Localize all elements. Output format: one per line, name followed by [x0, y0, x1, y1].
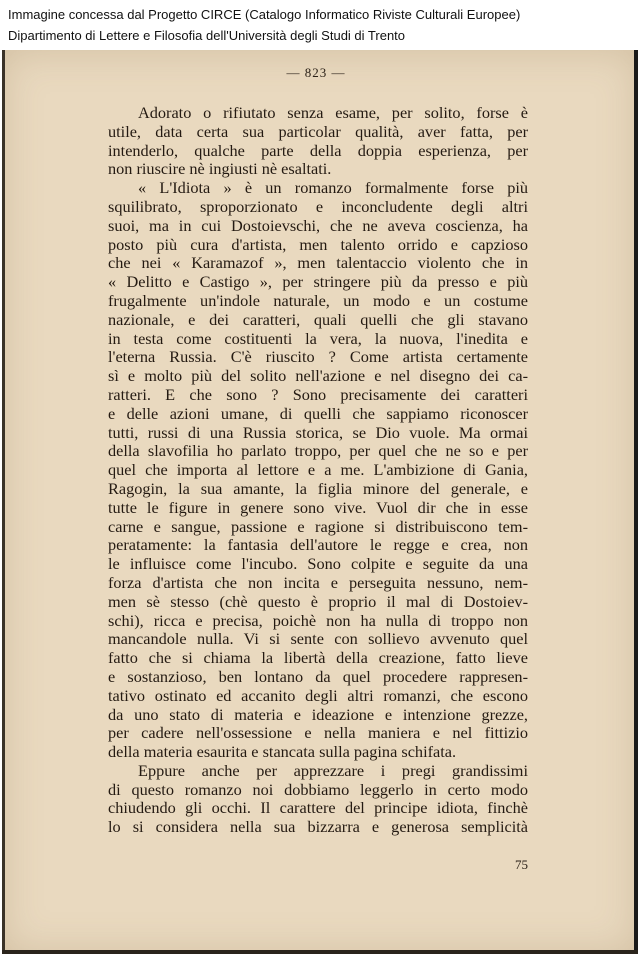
text-line: tativo ostinato ed accanito degli altri romanzi, che escono [108, 685, 528, 705]
text-line: Ragogin, la sua amante, la figlia minore del generale, e [108, 478, 528, 498]
text-line: ratteri. E che sono ? Sono precisamente dei caratteri [108, 384, 528, 404]
text-line: utile, data certa sua particolar qualità, aver fatta, per [108, 121, 528, 141]
text-line: fatto che si chiama la libertà della creazione, fatto lieve [108, 648, 528, 668]
text-line: forza d'artista che non incita e perseguita nessuno, nem- [108, 572, 528, 592]
text-line: lo si considera nella sua bizzarra e generosa semplicità [108, 817, 528, 837]
text-line: suoi, ma in cui Dostoievschi, che ne aveva coscienza, ha [108, 215, 528, 235]
text-line: tutti, russi di una Russia storica, se Dio vuole. Ma ormai [108, 422, 528, 442]
folio-number: 75 [515, 857, 528, 872]
archive-credit-line-1: Immagine concessa dal Progetto CIRCE (Catalogo Informatico Riviste Culturali Europee) [8, 7, 521, 22]
text-line: nazionale, e dei caratteri, quali quelli che gli stavano [108, 309, 528, 329]
text-line: Eppure anche per apprezzare i pregi grandissimi [138, 760, 528, 780]
text-line: di questo romanzo noi dobbiamo leggerlo in certo modo [108, 779, 528, 799]
text-line: « L'Idiota » è un romanzo formalmente forse più [138, 178, 528, 198]
text-line: non riuscire nè ingiusti nè esaltati. [108, 159, 332, 179]
text-line: sì e molto più del solito nell'azione e nel disegno dei ca- [108, 366, 528, 386]
text-line: intenderlo, qualche parte della doppia esperienza, per [108, 140, 528, 160]
text-line: tutte le figure in genere sono vive. Vuol dir che in esse [108, 497, 528, 517]
text-line: peratamente: la fantasia dell'autore le regge e crea, non [108, 535, 528, 555]
text-line: men sè stesso (chè questo è proprio il mal di Dostoiev- [108, 591, 528, 611]
text-line: schi), ricca e precisa, poichè non ha nulla di troppo non [108, 610, 528, 630]
text-line: Adorato o rifiutato senza esame, per solito, forse è [138, 103, 528, 122]
text-line: squilibrato, sproporzionato e inconcludente degli altri [108, 196, 528, 216]
text-line: della materia esaurita e stancata sulla pagina schifata. [108, 742, 457, 762]
page-edge-right [634, 50, 638, 954]
text-line: le influisce come l'incubo. Sono colpite e seguite da una [108, 554, 528, 574]
text-line: e delle azioni umane, di quelli che sappiamo riconoscer [108, 403, 528, 423]
running-page-number: — 823 — [286, 65, 346, 80]
archive-credit-header [0, 0, 640, 50]
page-edge-left [2, 50, 5, 954]
text-line: l'eterna Russia. C'è riuscito ? Come artista certamente [108, 347, 528, 367]
text-line: della slavofilia ho parlato troppo, per quel che ne so e per [108, 441, 528, 461]
page-edge-bottom [2, 950, 638, 954]
text-line: da uno stato di materia e ideazione e intenzione grezze, [108, 704, 528, 724]
text-line: e sostanzioso, ben lontano da quel procedere rappresen- [108, 666, 528, 686]
text-line: mancandole nulla. Vi si sente con sollievo avvenuto quel [108, 629, 528, 649]
text-line: carne e sangue, passione e ragione si distribuiscono tem- [108, 516, 528, 536]
archive-credit-line-2: Dipartimento di Lettere e Filosofia dell'Università degli Studi di Trento [8, 28, 406, 43]
text-line: chiudendo gli occhi. Il carattere del principe idiota, finchè [108, 798, 528, 818]
scanned-page [2, 50, 638, 954]
text-line: che nei « Karamazof », men talentaccio violento che in [108, 253, 528, 273]
text-line: quel che importa al lettore e a me. L'ambizione di Gania, [108, 460, 528, 480]
text-line: per cadere nell'ossessione e nella maniera e nel fittizio [108, 723, 528, 743]
body-text [108, 104, 528, 837]
text-line: « Delitto e Castigo », per stringere più da presso e più [108, 272, 528, 292]
text-line: posto più cura d'artista, men talento orrido e capzioso [108, 234, 528, 254]
text-line: frugalmente un'indole naturale, un modo e un costume [108, 290, 528, 310]
text-line: in testa come costituenti la vera, la nuova, l'inedita e [108, 328, 528, 348]
